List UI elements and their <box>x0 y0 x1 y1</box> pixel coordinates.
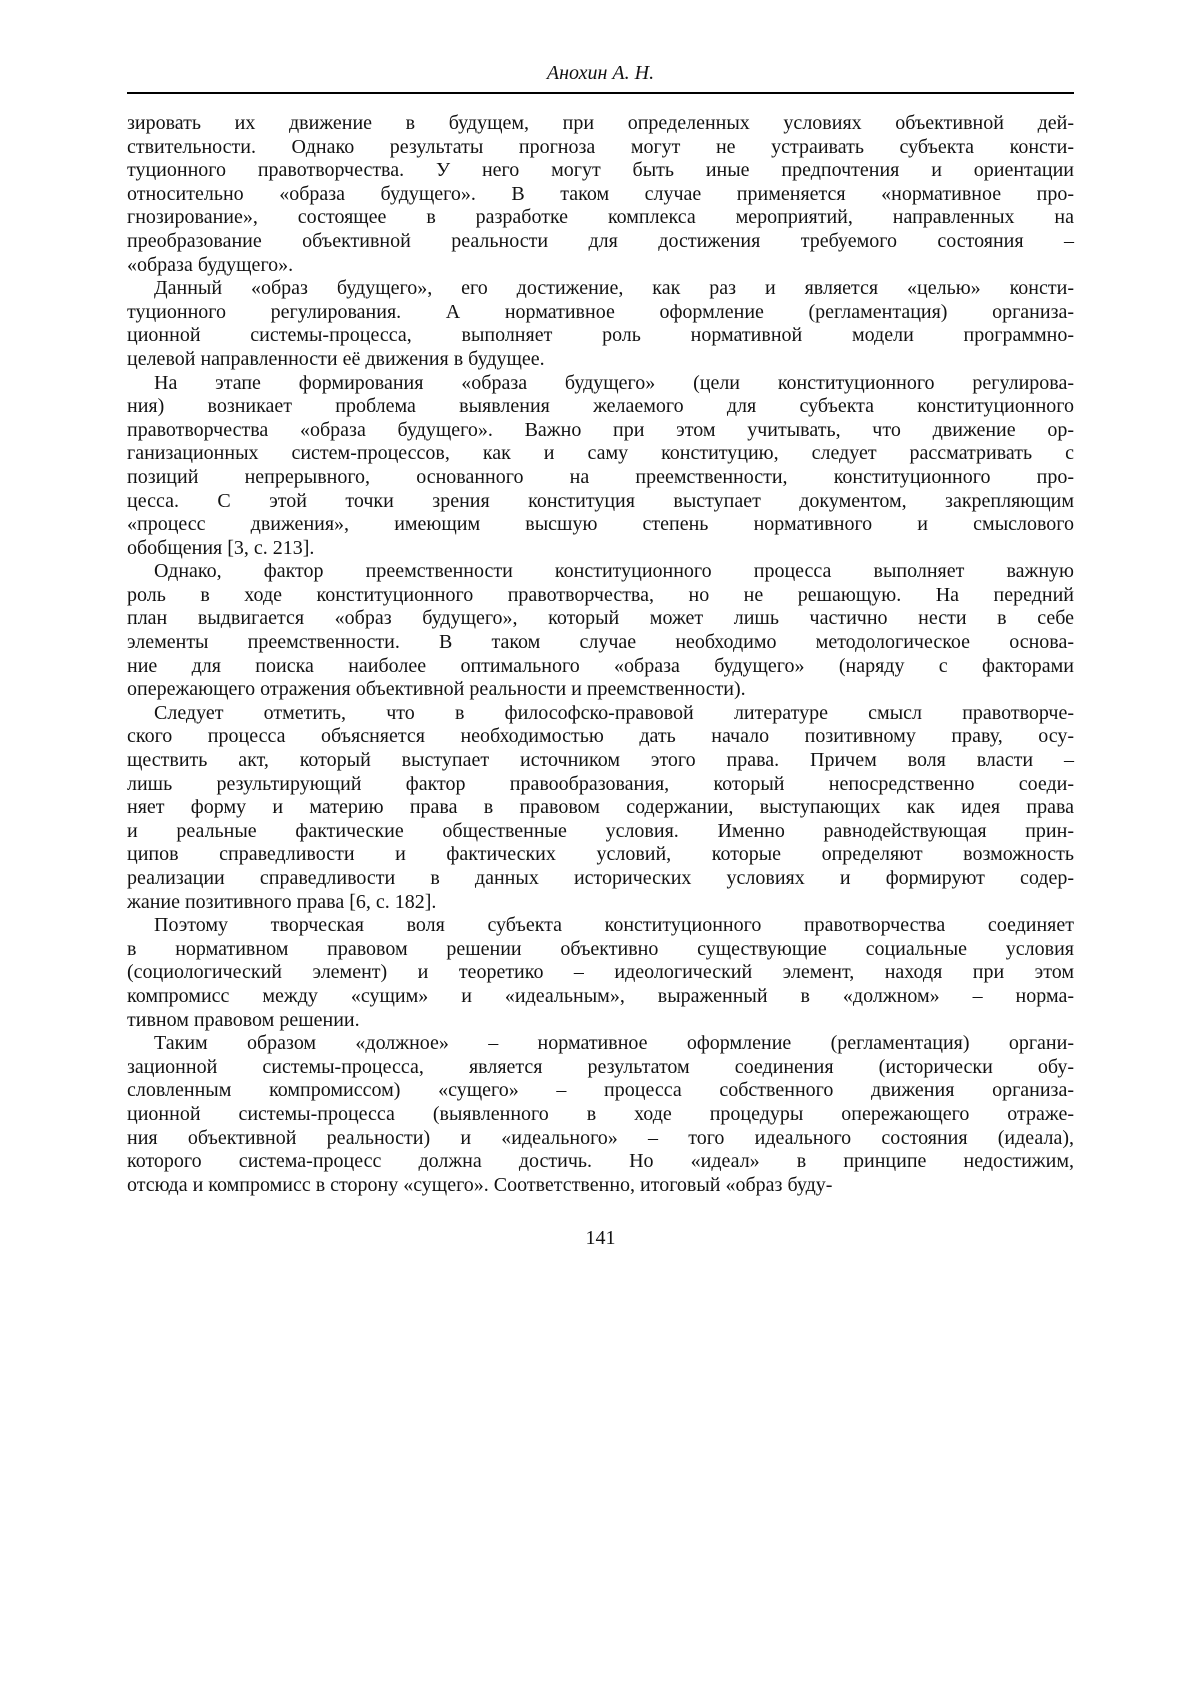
text-line: правотворчества «образа будущего». Важно при этом учитывать, что движение ор- <box>127 418 1074 441</box>
text-line: ния объективной реальности) и «идеального» – того идеального состояния (идеала), <box>127 1126 1074 1149</box>
text-line: ционной системы-процесса, выполняет роль нормативной модели программно- <box>127 324 1074 347</box>
text-line: Таким образом «должное» – нормативное оформление (регламентация) органи- <box>154 1032 1074 1055</box>
text-line: словленным компромиссом) «сущего» – процесса собственного движения организа- <box>127 1079 1074 1102</box>
running-header <box>127 60 1074 86</box>
text-line: реализации справедливости в данных исторических условиях и формируют содер- <box>127 867 1074 889</box>
text-line: и реальные фактические общественные условия. Именно равнодействующая прин- <box>127 819 1074 842</box>
text-line: компромисс между «сущим» и «идеальным», выраженный в «должном» – норма- <box>127 984 1074 1007</box>
page-header-author: Анохин А. Н. <box>546 62 655 84</box>
text-line: позиций непрерывного, основанного на преемственности, конституционного про- <box>127 465 1074 488</box>
text-line: ствительности. Однако результаты прогноза могут не устраивать субъекта консти- <box>127 135 1074 158</box>
paragraph <box>127 1032 1074 1197</box>
text-line: Данный «образ будущего», его достижение, как раз и является «целью» консти- <box>154 277 1074 300</box>
text-line: ние для поиска наиболее оптимального «образа будущего» (наряду с факторами <box>127 654 1074 677</box>
text-line: ского процесса объясняется необходимостью дать начало позитивному праву, осу- <box>127 725 1074 748</box>
text-line: целевой направленности её движения в будущее. <box>127 347 545 370</box>
paragraph <box>127 702 1074 914</box>
text-line: (социологический элемент) и теоретико – идеологический элемент, находя при этом <box>127 961 1074 984</box>
text-line: зировать их движение в будущем, при определенных условиях объективной дей- <box>127 112 1074 134</box>
text-line: няет форму и материю права в правовом содержании, выступающих как идея права <box>127 796 1074 819</box>
page-number: 141 <box>585 1227 616 1249</box>
text-line: тивном правовом решении. <box>127 1008 360 1031</box>
paragraph <box>127 914 1074 1032</box>
text-line: относительно «образа будущего». В таком случае применяется «нормативное про- <box>127 182 1074 205</box>
text-line: роль в ходе конституционного правотворчества, но не решающую. На передний <box>127 583 1074 606</box>
text-line: ганизационных систем-процессов, как и саму конституцию, следует рассматривать с <box>127 442 1074 465</box>
text-line: ципов справедливости и фактических условий, которые определяют возможность <box>127 843 1074 866</box>
text-line: гнозирование», состоящее в разработке комплекса мероприятий, направленных на <box>127 206 1074 229</box>
text-line: «процесс движения», имеющим высшую степень нормативного и смыслового <box>127 513 1074 536</box>
text-line: жание позитивного права [6, с. 182]. <box>127 890 437 913</box>
text-line: Однако, фактор преемственности конституционного процесса выполняет важную <box>154 560 1074 583</box>
text-line: туционного регулирования. А нормативное оформление (регламентация) организа- <box>127 300 1074 323</box>
text-line: отсюда и компромисс в сторону «сущего». Соответственно, итоговый «образ буду- <box>127 1173 833 1196</box>
text-line: Следует отметить, что в философско-правовой литературе смысл правотворче- <box>154 701 1074 724</box>
text-line: цесса. С этой точки зрения конституция выступает документом, закрепляющим <box>127 489 1074 512</box>
text-line: которого система-процесс должна достичь. Но «идеал» в принципе недостижим, <box>127 1150 1074 1173</box>
body-text <box>127 112 1074 1197</box>
text-line: элементы преемственности. В таком случае необходимо методологическое основа- <box>127 631 1074 654</box>
header-rule <box>127 92 1074 94</box>
text-line: ционной системы-процесса (выявленного в ходе процедуры опережающего отраже- <box>127 1102 1074 1125</box>
paragraph <box>127 560 1074 702</box>
text-line: план выдвигается «образ будущего», который может лишь частично нести в себе <box>127 607 1074 630</box>
text-line: опережающего отражения объективной реальности и преемственности). <box>127 678 746 701</box>
text-line: На этапе формирования «образа будущего» (цели конституционного регулирова- <box>154 371 1074 394</box>
text-line: туционного правотворчества. У него могут быть иные предпочтения и ориентации <box>127 159 1074 182</box>
paragraph <box>127 277 1074 371</box>
text-line: обобщения [3, с. 213]. <box>127 536 315 559</box>
paragraph <box>127 112 1074 277</box>
text-line: ния) возникает проблема выявления желаемого для субъекта конституционного <box>127 395 1074 418</box>
text-line: ществить акт, который выступает источником этого права. Причем воля власти – <box>127 749 1074 772</box>
text-line: преобразование объективной реальности для достижения требуемого состояния – <box>127 229 1074 252</box>
paragraph <box>127 372 1074 561</box>
text-line: «образа будущего». <box>127 253 294 276</box>
text-line: в нормативном правовом решении объективно существующие социальные условия <box>127 937 1074 960</box>
text-line: зационной системы-процесса, является результатом соединения (исторически обу- <box>127 1055 1074 1078</box>
text-line: Поэтому творческая воля субъекта конституционного правотворчества соединяет <box>154 914 1074 937</box>
text-line: лишь результирующий фактор правообразования, который непосредственно соеди- <box>127 772 1074 795</box>
